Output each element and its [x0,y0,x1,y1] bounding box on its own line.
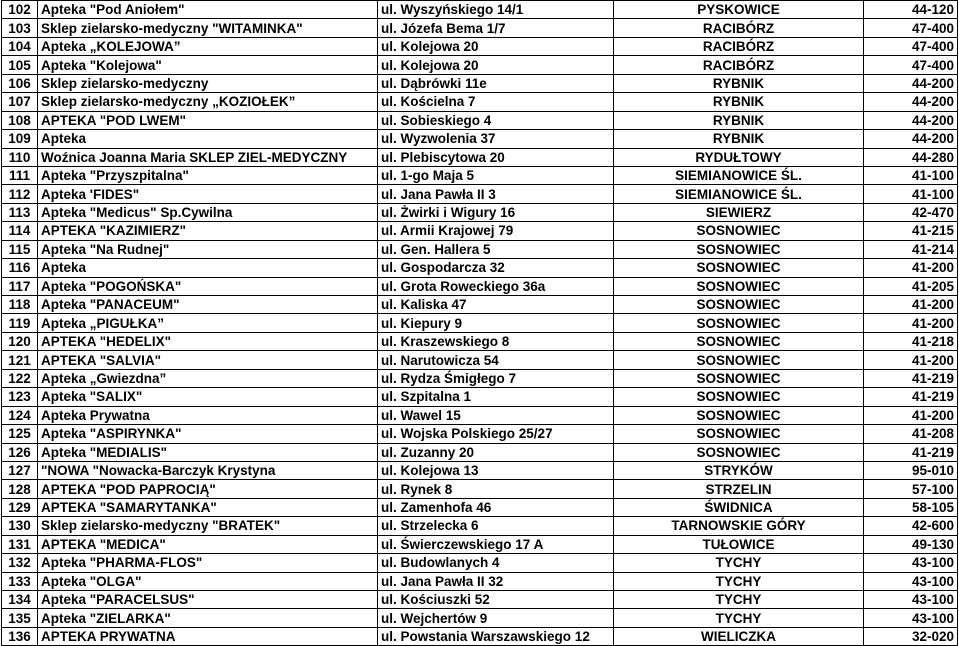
cell-postal-code: 42-600 [864,517,958,535]
cell-city: SIEMIANOWICE ŚL. [614,185,864,203]
table-row [2,627,958,645]
cell-postal-code: 41-215 [864,222,958,240]
table-row [2,591,958,609]
table-row [2,609,958,627]
cell-city: TYCHY [614,554,864,572]
cell-postal-code: 57-100 [864,480,958,498]
cell-postal-code: 42-470 [864,203,958,221]
cell-postal-code: 44-200 [864,130,958,148]
cell-street: ul. Strzelecka 6 [378,517,614,535]
cell-number: 107 [2,93,38,111]
cell-postal-code: 44-120 [864,1,958,19]
cell-postal-code: 44-200 [864,74,958,92]
table-row [2,351,958,369]
table-row [2,535,958,553]
cell-city: RYBNIK [614,74,864,92]
cell-number: 112 [2,185,38,203]
table-row [2,19,958,37]
table-row [2,74,958,92]
cell-street: ul. Powstania Warszawskiego 12 [378,627,614,645]
cell-city: SIEMIANOWICE ŚL. [614,166,864,184]
cell-city: TYCHY [614,591,864,609]
cell-number: 129 [2,498,38,516]
cell-street: ul. Kościuszki 52 [378,591,614,609]
table-row [2,480,958,498]
cell-store-name: Apteka "ASPIRYNKA" [38,425,378,443]
cell-street: ul. Józefa Bema 1/7 [378,19,614,37]
cell-city: TUŁOWICE [614,535,864,553]
cell-street: ul. Szpitalna 1 [378,388,614,406]
cell-postal-code: 47-400 [864,37,958,55]
pharmacy-table-body [2,1,958,646]
cell-number: 133 [2,572,38,590]
cell-number: 113 [2,203,38,221]
cell-city: RYBNIK [614,130,864,148]
cell-city: SOSNOWIEC [614,240,864,258]
cell-postal-code: 43-100 [864,591,958,609]
cell-street: ul. Kolejowa 20 [378,37,614,55]
table-row [2,222,958,240]
cell-store-name: Apteka „PIGUŁKA” [38,314,378,332]
cell-number: 120 [2,332,38,350]
cell-number: 136 [2,627,38,645]
cell-postal-code: 41-200 [864,406,958,424]
cell-store-name: Apteka [38,130,378,148]
cell-postal-code: 44-200 [864,111,958,129]
cell-street: ul. Wawel 15 [378,406,614,424]
cell-postal-code: 44-280 [864,148,958,166]
cell-store-name: APTEKA "KAZIMIERZ" [38,222,378,240]
cell-store-name: APTEKA "POD LWEM" [38,111,378,129]
cell-street: ul. Jana Pawła II 3 [378,185,614,203]
cell-street: ul. Narutowicza 54 [378,351,614,369]
cell-street: ul. Kaliska 47 [378,296,614,314]
cell-number: 124 [2,406,38,424]
table-row [2,148,958,166]
cell-city: SOSNOWIEC [614,277,864,295]
cell-store-name: APTEKA "SALVIA" [38,351,378,369]
cell-number: 123 [2,388,38,406]
cell-city: WIELICZKA [614,627,864,645]
cell-street: ul. Żwirki i Wigury 16 [378,203,614,221]
cell-store-name: Apteka "Pod Aniołem" [38,1,378,19]
cell-street: ul. Kraszewskiego 8 [378,332,614,350]
cell-street: ul. Wojska Polskiego 25/27 [378,425,614,443]
table-row [2,240,958,258]
cell-number: 115 [2,240,38,258]
table-row [2,259,958,277]
cell-city: SOSNOWIEC [614,222,864,240]
cell-postal-code: 43-100 [864,554,958,572]
cell-store-name: Apteka "MEDIALIS" [38,443,378,461]
cell-street: ul. Gen. Hallera 5 [378,240,614,258]
cell-number: 111 [2,166,38,184]
cell-number: 122 [2,369,38,387]
cell-number: 114 [2,222,38,240]
cell-postal-code: 41-208 [864,425,958,443]
cell-postal-code: 41-200 [864,259,958,277]
cell-number: 135 [2,609,38,627]
cell-city: TARNOWSKIE GÓRY [614,517,864,535]
cell-store-name: Apteka "SALIX" [38,388,378,406]
cell-postal-code: 41-219 [864,443,958,461]
cell-postal-code: 41-100 [864,166,958,184]
cell-city: RACIBÓRZ [614,37,864,55]
cell-street: ul. Jana Pawła II 32 [378,572,614,590]
table-row [2,443,958,461]
cell-street: ul. Sobieskiego 4 [378,111,614,129]
cell-city: RYBNIK [614,93,864,111]
cell-number: 102 [2,1,38,19]
cell-postal-code: 43-100 [864,572,958,590]
cell-store-name: Apteka "Na Rudnej" [38,240,378,258]
cell-city: SOSNOWIEC [614,388,864,406]
cell-store-name: Sklep zielarsko-medyczny [38,74,378,92]
cell-city: RYDUŁTOWY [614,148,864,166]
table-row [2,185,958,203]
cell-store-name: Apteka "Medicus" Sp.Cywilna [38,203,378,221]
cell-store-name: Apteka "PHARMA-FLOS" [38,554,378,572]
cell-city: SIEWIERZ [614,203,864,221]
cell-postal-code: 41-218 [864,332,958,350]
cell-city: STRZELIN [614,480,864,498]
cell-city: SOSNOWIEC [614,425,864,443]
cell-city: ŚWIDNICA [614,498,864,516]
cell-store-name: Sklep zielarsko-medyczny "BRATEK" [38,517,378,535]
cell-postal-code: 43-100 [864,609,958,627]
cell-number: 126 [2,443,38,461]
cell-street: ul. Kolejowa 20 [378,56,614,74]
cell-street: ul. Rydza Śmigłego 7 [378,369,614,387]
table-row [2,572,958,590]
cell-number: 103 [2,19,38,37]
cell-store-name: Apteka "OLGA" [38,572,378,590]
cell-street: ul. Zuzanny 20 [378,443,614,461]
cell-postal-code: 41-214 [864,240,958,258]
cell-city: PYSKOWICE [614,1,864,19]
cell-store-name: APTEKA "SAMARYTANKA" [38,498,378,516]
cell-postal-code: 41-200 [864,314,958,332]
cell-number: 118 [2,296,38,314]
cell-postal-code: 47-400 [864,19,958,37]
cell-postal-code: 41-200 [864,351,958,369]
cell-street: ul. Wyzwolenia 37 [378,130,614,148]
cell-store-name: Apteka "ZIELARKA" [38,609,378,627]
cell-street: ul. Wejchertów 9 [378,609,614,627]
cell-postal-code: 41-205 [864,277,958,295]
cell-postal-code: 49-130 [864,535,958,553]
cell-street: ul. Świerczewskiego 17 A [378,535,614,553]
cell-city: SOSNOWIEC [614,296,864,314]
cell-street: ul. Kolejowa 13 [378,461,614,479]
table-row [2,296,958,314]
cell-city: RACIBÓRZ [614,56,864,74]
cell-street: ul. Rynek 8 [378,480,614,498]
cell-store-name: Sklep zielarsko-medyczny „KOZIOŁEK” [38,93,378,111]
cell-store-name: APTEKA PRYWATNA [38,627,378,645]
cell-postal-code: 41-100 [864,185,958,203]
cell-street: ul. Kościelna 7 [378,93,614,111]
cell-number: 132 [2,554,38,572]
cell-store-name: Apteka 'FIDES" [38,185,378,203]
table-row [2,37,958,55]
cell-store-name: Apteka Prywatna [38,406,378,424]
cell-store-name: Apteka "PANACEUM" [38,296,378,314]
cell-store-name: Sklep zielarsko-medyczny "WITAMINKA" [38,19,378,37]
table-row [2,314,958,332]
cell-store-name: Apteka "PARACELSUS" [38,591,378,609]
cell-number: 130 [2,517,38,535]
table-row [2,406,958,424]
table-row [2,369,958,387]
cell-number: 117 [2,277,38,295]
cell-city: TYCHY [614,609,864,627]
cell-street: ul. Dąbrówki 11e [378,74,614,92]
cell-number: 105 [2,56,38,74]
table-row [2,93,958,111]
cell-number: 128 [2,480,38,498]
table-row [2,461,958,479]
cell-city: SOSNOWIEC [614,443,864,461]
cell-city: SOSNOWIEC [614,406,864,424]
cell-store-name: Apteka "Przyszpitalna" [38,166,378,184]
cell-number: 119 [2,314,38,332]
cell-number: 110 [2,148,38,166]
cell-store-name: APTEKA "MEDICA" [38,535,378,553]
cell-store-name: "NOWA "Nowacka-Barczyk Krystyna [38,461,378,479]
table-row [2,277,958,295]
cell-store-name: Apteka "POGOŃSKA" [38,277,378,295]
cell-postal-code: 32-020 [864,627,958,645]
cell-city: SOSNOWIEC [614,369,864,387]
cell-store-name: APTEKA "POD PAPROCIĄ" [38,480,378,498]
cell-postal-code: 41-219 [864,369,958,387]
cell-city: TYCHY [614,572,864,590]
cell-store-name: Apteka „Gwiezdna” [38,369,378,387]
table-row [2,1,958,19]
cell-postal-code: 41-200 [864,296,958,314]
pharmacy-table [1,0,958,646]
cell-city: RYBNIK [614,111,864,129]
cell-city: SOSNOWIEC [614,332,864,350]
cell-number: 109 [2,130,38,148]
cell-number: 127 [2,461,38,479]
table-row [2,166,958,184]
cell-store-name: Apteka [38,259,378,277]
cell-store-name: APTEKA "HEDELIX" [38,332,378,350]
cell-number: 134 [2,591,38,609]
cell-street: ul. Gospodarcza 32 [378,259,614,277]
cell-postal-code: 58-105 [864,498,958,516]
cell-street: ul. Zamenhofa 46 [378,498,614,516]
cell-city: STRYKÓW [614,461,864,479]
cell-store-name: Apteka "Kolejowa" [38,56,378,74]
cell-street: ul. Plebiscytowa 20 [378,148,614,166]
cell-city: SOSNOWIEC [614,314,864,332]
cell-store-name: Woźnica Joanna Maria SKLEP ZIEL-MEDYCZNY [38,148,378,166]
cell-number: 125 [2,425,38,443]
table-row [2,332,958,350]
cell-store-name: Apteka „KOLEJOWA” [38,37,378,55]
cell-number: 116 [2,259,38,277]
cell-street: ul. Wyszyńskiego 14/1 [378,1,614,19]
cell-number: 121 [2,351,38,369]
table-row [2,498,958,516]
cell-number: 106 [2,74,38,92]
cell-postal-code: 95-010 [864,461,958,479]
cell-number: 131 [2,535,38,553]
table-row [2,517,958,535]
cell-number: 108 [2,111,38,129]
cell-city: SOSNOWIEC [614,259,864,277]
table-row [2,425,958,443]
table-row [2,111,958,129]
table-row [2,130,958,148]
cell-number: 104 [2,37,38,55]
cell-street: ul. 1-go Maja 5 [378,166,614,184]
table-row [2,203,958,221]
cell-city: SOSNOWIEC [614,351,864,369]
cell-street: ul. Grota Roweckiego 36a [378,277,614,295]
cell-street: ul. Kiepury 9 [378,314,614,332]
cell-street: ul. Budowlanych 4 [378,554,614,572]
cell-city: RACIBÓRZ [614,19,864,37]
table-row [2,388,958,406]
cell-street: ul. Armii Krajowej 79 [378,222,614,240]
cell-postal-code: 41-219 [864,388,958,406]
table-row [2,56,958,74]
cell-postal-code: 47-400 [864,56,958,74]
cell-postal-code: 44-200 [864,93,958,111]
table-row [2,554,958,572]
